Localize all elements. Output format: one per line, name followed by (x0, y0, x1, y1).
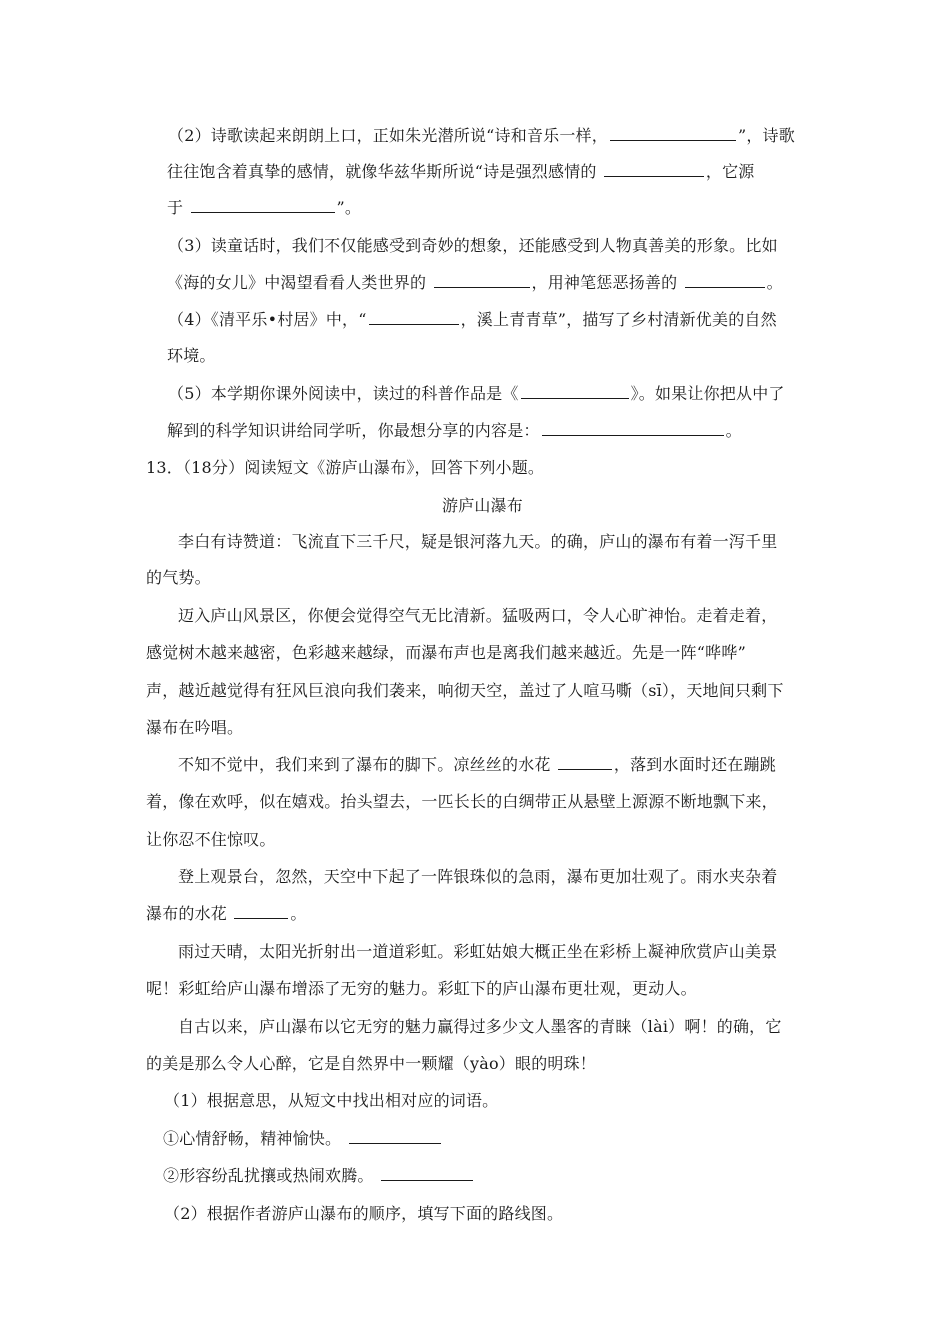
answer-blank[interactable] (234, 904, 288, 919)
q13-header: 13．（18分）阅读短文《游庐山瀑布》，回答下列小题。 (146, 458, 545, 477)
passage-para3-text-a: 不知不觉中，我们来到了瀑布的脚下。凉丝丝的水花 (178, 755, 551, 774)
answer-blank[interactable] (558, 755, 612, 770)
answer-blank[interactable] (434, 273, 530, 288)
q13-sub1-a-text: ①心情舒畅，精神愉快。 (163, 1129, 342, 1148)
q12-item2-text-d: ，它源 (705, 162, 755, 181)
q12-item4-text-a: （4）《清平乐•村居》中，“ (168, 310, 367, 329)
passage-para4-text-b: 。 (290, 904, 307, 923)
q12-item5-text-d: 。 (725, 421, 742, 440)
q12-item2-text-a: （2）诗歌读起来朗朗上口，正如朱光潜所说“诗和音乐一样， (168, 126, 608, 145)
answer-blank[interactable] (191, 198, 335, 213)
passage-para2-line2: 感觉树木越来越密，色彩越来越绿，而瀑布声也是离我们越来越近。先是一阵“哗哗” (146, 643, 746, 662)
passage-para3-line2: 着，像在欢呼，似在嬉戏。抬头望去，一匹长长的白绸带正从悬壁上源源不断地飘下来， (146, 792, 778, 811)
passage-para6-line2: 的美是那么令人心醉，它是自然界中一颗耀（yào）眼的明珠！ (146, 1054, 597, 1073)
q12-item2-text-e: 于 (167, 198, 184, 217)
passage-para5-line2: 呢！彩虹给庐山瀑布增添了无穷的魅力。彩虹下的庐山瀑布更壮观，更动人。 (146, 979, 697, 998)
answer-blank[interactable] (521, 384, 629, 399)
passage-para3-line1 (178, 755, 776, 775)
passage-para2-line4: 瀑布在吟唱。 (146, 718, 244, 737)
q13-sub2: （2）根据作者游庐山瀑布的顺序，填写下面的路线图。 (164, 1204, 564, 1223)
answer-blank[interactable] (604, 162, 704, 177)
q12-item2-line3 (167, 198, 361, 218)
passage-para6-line1: 自古以来，庐山瀑布以它无穷的魅力赢得过多少文人墨客的青睐（lài）啊！的确，它 (178, 1017, 782, 1036)
q12-item2-line2 (167, 162, 755, 182)
answer-blank[interactable] (610, 126, 736, 141)
q12-item2-text-c: 往往饱含着真挚的感情，就像华兹华斯所说“诗是强烈感情的 (167, 162, 597, 181)
passage-para3-text-b: ，落到水面时还在蹦跳 (613, 755, 776, 774)
q13-sub1-a (163, 1129, 443, 1149)
answer-blank[interactable] (685, 273, 765, 288)
answer-blank[interactable] (349, 1129, 441, 1144)
passage-para4-text-a: 瀑布的水花 (146, 904, 228, 923)
passage-para2-line1: 迈入庐山风景区，你便会觉得空气无比清新。猛吸两口，令人心旷神怡。走着走着， (178, 606, 778, 625)
q13-sub1: （1）根据意思，从短文中找出相对应的词语。 (164, 1091, 499, 1110)
passage-para1-line1: 李白有诗赞道：飞流直下三千尺，疑是银河落九天。的确，庐山的瀑布有着一泻千里 (178, 532, 778, 551)
answer-blank[interactable] (369, 310, 459, 325)
q12-item4-line2: 环境。 (167, 346, 216, 365)
q12-item4-text-b: ，溪上青青草”，描写了乡村清新优美的自然 (460, 310, 777, 329)
passage-para2-line3: 声，越近越觉得有狂风巨浪向我们袭来，响彻天空，盖过了人喧马嘶（sī），天地间只剩下 (146, 681, 784, 700)
q12-item4-line1 (168, 310, 777, 330)
q12-item5-text-b: 》。如果让你把从中了 (630, 384, 785, 403)
q12-item5-text-a: （5）本学期你课外阅读中，读过的科普作品是《 (168, 384, 519, 403)
answer-blank[interactable] (542, 421, 724, 436)
passage-para4-line1: 登上观景台，忽然，天空中下起了一阵银珠似的急雨，瀑布更加壮观了。雨水夹杂着 (178, 867, 778, 886)
passage-para1-line2: 的气势。 (146, 568, 211, 587)
q12-item3-text-a: 《海的女儿》中渴望看看人类世界的 (167, 273, 427, 292)
passage-title: 游庐山瀑布 (442, 496, 524, 515)
passage-para3-line3: 让你忍不住惊叹。 (146, 830, 276, 849)
q12-item3-line1: （3）读童话时，我们不仅能感受到奇妙的想象，还能感受到人物真善美的形象。比如 (168, 236, 778, 255)
q12-item3-text-b: ，用神笔惩恶扬善的 (531, 273, 678, 292)
q13-sub1-b-text: ②形容纷乱扰攘或热闹欢腾。 (163, 1166, 374, 1185)
q13-sub1-b (163, 1166, 475, 1186)
q12-item2-text-f: ”。 (336, 198, 362, 217)
q12-item3-line2 (167, 273, 783, 293)
q12-item2-line1 (168, 126, 795, 146)
passage-para5-line1: 雨过天晴，太阳光折射出一道道彩虹。彩虹姑娘大概正坐在彩桥上凝神欣赏庐山美景 (178, 942, 778, 961)
passage-para4-line2 (146, 904, 307, 924)
q12-item5-line2 (167, 421, 742, 441)
q12-item5-line1 (168, 384, 785, 404)
q12-item5-text-c: 解到的科学知识讲给同学听，你最想分享的内容是： (167, 421, 540, 440)
q12-item2-text-b: ”，诗歌 (737, 126, 795, 145)
q12-item3-text-c: 。 (766, 273, 783, 292)
answer-blank[interactable] (381, 1166, 473, 1181)
